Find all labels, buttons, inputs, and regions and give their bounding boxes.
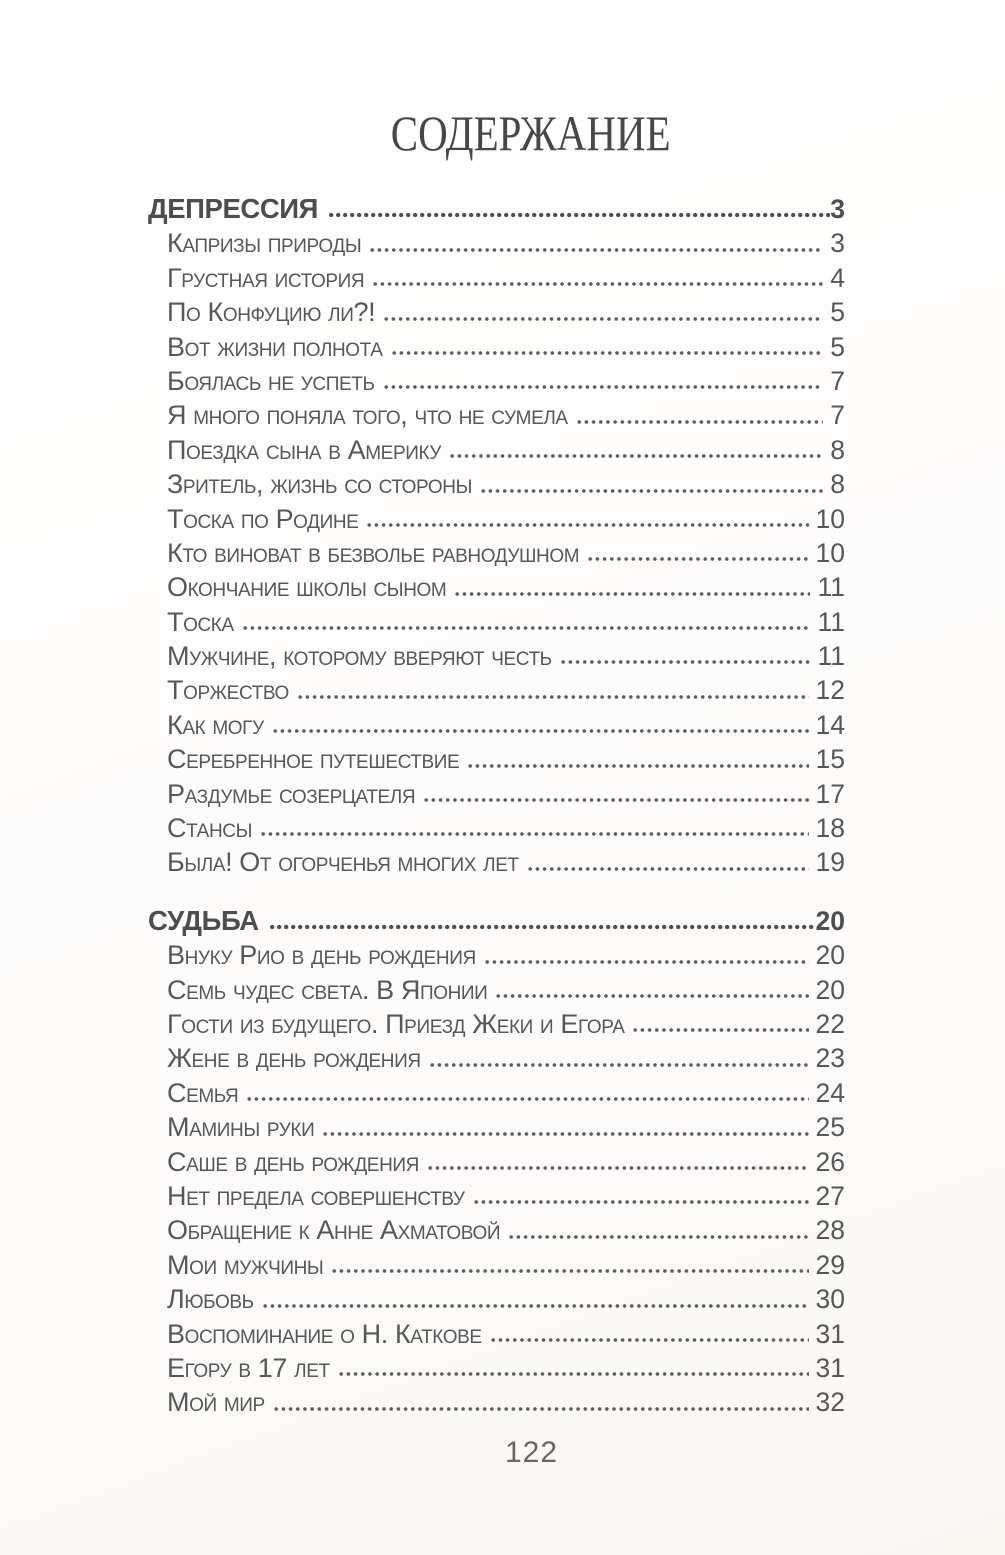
toc-item-title: Воспоминание о Н. Каткове [167, 1318, 482, 1349]
leader-dots [383, 314, 823, 324]
toc-entry [148, 1351, 845, 1385]
toc-entry [148, 1110, 845, 1144]
leader-dots [297, 692, 809, 702]
leader-dots [383, 382, 824, 392]
toc-entry [148, 467, 845, 501]
leader-dots [322, 1129, 808, 1139]
toc-entry [148, 639, 845, 673]
leader-dots [242, 623, 811, 633]
toc-item-title: Капризы природы [167, 228, 362, 259]
leader-dots [576, 417, 824, 427]
toc-item-page-number: 20 [815, 940, 845, 971]
leader-dots [331, 1266, 808, 1276]
toc-entry [148, 1007, 845, 1041]
toc-entry [148, 226, 845, 260]
toc-entry [148, 1041, 845, 1075]
toc-entry [148, 502, 845, 536]
toc-item-title: Внуку Рио в день рождения [167, 940, 476, 971]
leader-dots [260, 829, 809, 839]
toc-item-title: Грустная история [167, 262, 365, 293]
leader-dots [369, 245, 823, 255]
toc-item-page-number: 24 [815, 1077, 845, 1108]
toc-item-title: Нет предела совершенству [167, 1180, 465, 1211]
toc-item-page-number: 5 [830, 297, 845, 328]
toc-entry [148, 973, 845, 1007]
leader-dots [429, 1060, 809, 1070]
toc-item-title: По Конфуцию ли?! [167, 297, 376, 328]
toc-item-title: Я много поняла того, что не сумела [167, 400, 568, 431]
page-title-text: СОДЕРЖАНИЕ [390, 105, 671, 161]
toc-item-page-number: 18 [815, 813, 845, 844]
page-title [0, 104, 1005, 162]
toc-entry [148, 1179, 845, 1213]
toc-item-title: Вот жизни полнота [167, 331, 383, 362]
toc-item-title: Была! От огорченья многих лет [167, 847, 519, 878]
toc-item-title: Боялась не успеть [167, 365, 375, 396]
toc-entry [148, 536, 845, 570]
leader-dots [273, 1404, 809, 1414]
leader-dots [454, 589, 810, 599]
toc-item-page-number: 22 [815, 1008, 845, 1039]
toc-entry [148, 605, 845, 639]
leader-dots [269, 922, 816, 932]
toc-item-page-number: 10 [815, 503, 845, 534]
toc-item-title: Тоска по Родине [167, 503, 359, 534]
toc-item-title: Стансы [167, 813, 253, 844]
leader-dots [328, 210, 830, 220]
leader-dots [423, 795, 808, 805]
toc-item-page-number: 8 [830, 434, 845, 465]
leader-dots [473, 1197, 809, 1207]
toc-item-page-number: 14 [815, 709, 845, 740]
toc-entry [148, 1385, 845, 1419]
toc-item-title: Семья [167, 1077, 239, 1108]
leader-dots [587, 554, 808, 564]
toc-entry [148, 1282, 845, 1316]
leader-dots [246, 1094, 808, 1104]
toc-item-page-number: 20 [815, 905, 845, 936]
toc-item-title: Серебренное путешествие [167, 744, 460, 775]
toc-item-page-number: 25 [815, 1112, 845, 1143]
toc-item-title: Саше в день рождения [167, 1146, 419, 1177]
leader-dots [272, 726, 809, 736]
leader-dots [484, 957, 809, 967]
toc-item-title: Любовь [167, 1284, 254, 1315]
toc-entry [148, 1145, 845, 1179]
toc-item-title: СУДЬБА [148, 904, 259, 936]
toc-item-title: Егору в 17 лет [167, 1352, 330, 1383]
leader-dots [449, 451, 823, 461]
toc-item-page-number: 7 [830, 365, 845, 396]
toc-entry [148, 1213, 845, 1247]
toc-item-title: Мой мир [167, 1387, 265, 1418]
toc-item-page-number: 23 [815, 1043, 845, 1074]
toc-item-page-number: 10 [815, 537, 845, 568]
toc-item-title: Кто виноват в безволье равнодушном [167, 537, 580, 568]
toc-entry [148, 364, 845, 398]
toc-item-page-number: 4 [830, 262, 845, 293]
toc-entry [148, 811, 845, 845]
toc-item-title: Гости из будущего. Приезд Жеки и Егора [167, 1008, 625, 1039]
leader-dots [372, 279, 823, 289]
toc-item-page-number: 31 [815, 1318, 845, 1349]
leader-dots [490, 1335, 809, 1345]
toc-item-page-number: 12 [815, 675, 845, 706]
toc-entry [148, 742, 845, 776]
toc-entry [148, 1317, 845, 1351]
leader-dots [560, 657, 811, 667]
leader-dots [632, 1025, 808, 1035]
leader-dots [366, 520, 808, 530]
leader-dots [427, 1163, 809, 1173]
toc-entry [148, 433, 845, 467]
leader-dots [495, 991, 808, 1001]
toc-item-title: Раздумье созерцателя [167, 778, 416, 809]
toc-item-title: Мамины руки [167, 1112, 315, 1143]
toc-item-title: Торжество [167, 675, 289, 706]
toc-item-page-number: 11 [817, 606, 845, 637]
toc-entry [148, 570, 845, 604]
toc-item-page-number: 3 [830, 228, 845, 259]
toc-item-title: Семь чудес света. В Японии [167, 974, 488, 1005]
toc-item-title: Как могу [167, 709, 264, 740]
toc-entry [148, 777, 845, 811]
folio-page-number: 122 [504, 1436, 559, 1469]
leader-dots [391, 348, 824, 358]
toc-item-page-number: 31 [815, 1352, 845, 1383]
toc-item-page-number: 26 [815, 1146, 845, 1177]
table-of-contents [148, 192, 845, 1420]
toc-entry [148, 295, 845, 329]
toc-item-page-number: 11 [817, 572, 845, 603]
toc-entry [148, 1248, 845, 1282]
toc-entry [148, 845, 845, 879]
toc-item-title: Окончание школы сыном [167, 572, 447, 603]
toc-item-page-number: 20 [815, 974, 845, 1005]
toc-item-page-number: 19 [815, 847, 845, 878]
toc-item-title: ДЕПРЕССИЯ [148, 193, 319, 224]
toc-entry [148, 261, 845, 295]
toc-item-page-number: 29 [815, 1249, 845, 1280]
leader-dots [467, 761, 808, 771]
toc-item-page-number: 28 [815, 1215, 845, 1246]
toc-entry [148, 1076, 845, 1110]
leader-dots [338, 1369, 809, 1379]
toc-item-title: Обращение к Анне Ахматовой [167, 1215, 501, 1246]
leader-dots [262, 1301, 809, 1311]
toc-entry [148, 398, 845, 432]
toc-item-page-number: 30 [815, 1284, 845, 1315]
toc-item-page-number: 11 [817, 641, 845, 672]
toc-item-title: Мужчине, которому вверяют честь [167, 641, 552, 672]
toc-item-page-number: 32 [815, 1387, 845, 1418]
toc-item-page-number: 8 [830, 469, 845, 500]
toc-item-page-number: 15 [815, 744, 845, 775]
toc-item-title: Поездка сына в Америку [167, 434, 442, 465]
toc-item-page-number: 5 [830, 331, 845, 362]
toc-item-title: Тоска [167, 606, 234, 637]
leader-dots [508, 1232, 808, 1242]
toc-item-title: Жене в день рождения [167, 1043, 421, 1074]
leader-dots [480, 486, 823, 496]
toc-item-page-number: 27 [815, 1180, 845, 1211]
toc-item-title: Мои мужчины [167, 1249, 324, 1280]
leader-dots [527, 864, 809, 874]
toc-item-page-number: 3 [830, 194, 845, 224]
toc-item-page-number: 7 [830, 400, 845, 431]
toc-section-header [148, 192, 845, 226]
toc-item-title: Зритель, жизнь со стороны [167, 469, 473, 500]
toc-entry [148, 708, 845, 742]
toc-entry [148, 330, 845, 364]
toc-entry [148, 938, 845, 972]
toc-item-page-number: 17 [815, 778, 845, 809]
toc-section-header [148, 904, 845, 938]
toc-entry [148, 673, 845, 707]
